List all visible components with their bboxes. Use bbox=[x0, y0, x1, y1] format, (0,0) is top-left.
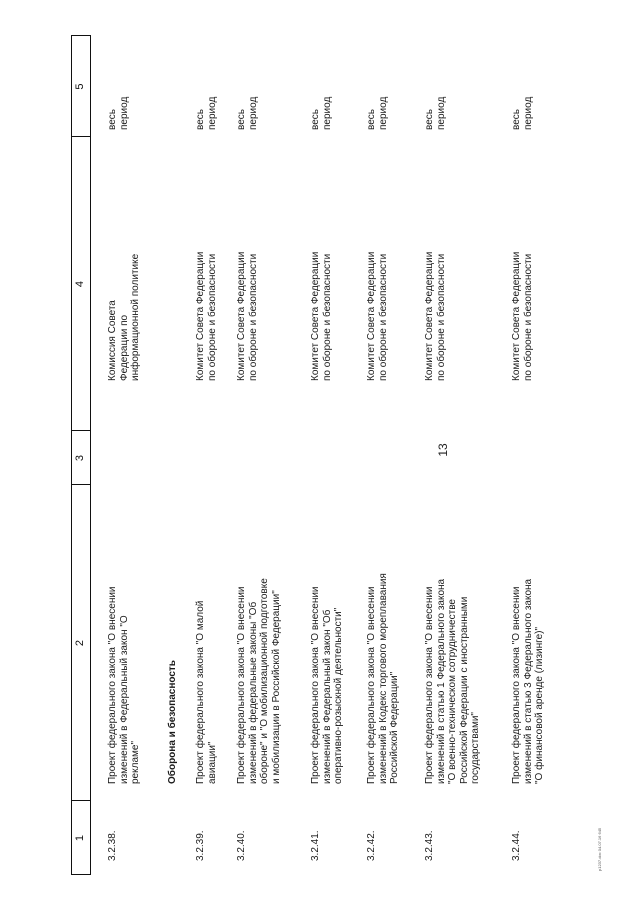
row-description bbox=[107, 514, 142, 784]
row-period bbox=[195, 40, 218, 130]
responsible-line: Комитет Совета Федерации bbox=[236, 251, 247, 381]
row-description bbox=[310, 514, 345, 784]
period-line: весь bbox=[236, 109, 247, 130]
row-number: 3.2.42. bbox=[366, 830, 377, 861]
description-line: изменений в Кодекс торгового мореплавания bbox=[377, 573, 389, 784]
responsible-line: Комиссия Совета bbox=[107, 300, 118, 381]
period-line: период bbox=[206, 96, 218, 130]
row-responsible bbox=[236, 181, 259, 381]
row-period bbox=[366, 40, 389, 130]
responsible-line: по обороне и безопасности bbox=[522, 253, 534, 381]
row-period bbox=[107, 40, 130, 130]
rotated-table-page bbox=[71, 35, 631, 875]
description-line: обороне" и "О мобилизационной подготовке bbox=[259, 578, 270, 784]
row-number: 3.2.40. bbox=[236, 830, 247, 861]
description-line: государствами" bbox=[470, 712, 481, 784]
row-description bbox=[366, 514, 401, 784]
description-line: и мобилизации в Российской Федерации" bbox=[270, 590, 282, 784]
row-number: 3.2.39. bbox=[195, 830, 206, 861]
responsible-line: по обороне и безопасности bbox=[206, 253, 218, 381]
description-line: Проект федерального закона "О внесении bbox=[366, 586, 377, 784]
description-line: Проект федерального закона "О внесении bbox=[236, 586, 247, 784]
description-line: Проект федерального закона "О внесении bbox=[511, 586, 522, 784]
description-line: Проект федерального закона "О внесении bbox=[107, 586, 118, 784]
row-number: 3.2.43. bbox=[424, 830, 435, 861]
description-line: изменений в Федеральный закон "О bbox=[118, 615, 130, 784]
row-responsible bbox=[195, 181, 218, 381]
column-header-5: 5 bbox=[74, 83, 87, 90]
row-description bbox=[424, 514, 482, 784]
description-line: авиации" bbox=[206, 741, 218, 784]
period-line: весь bbox=[195, 109, 206, 130]
column-header-4: 4 bbox=[74, 280, 87, 288]
period-line: весь bbox=[424, 109, 435, 130]
row-period bbox=[424, 40, 447, 130]
period-line: весь bbox=[310, 109, 321, 130]
responsible-line: информационной политике bbox=[130, 253, 141, 381]
period-line: весь bbox=[366, 109, 377, 130]
row-description bbox=[195, 514, 218, 784]
description-line: Проект федерального закона "О внесении bbox=[310, 586, 321, 784]
row-responsible bbox=[511, 181, 534, 381]
description-line: "О финансовой аренде (лизинге)" bbox=[534, 626, 545, 784]
row-description bbox=[511, 514, 546, 784]
column-header-1: 1 bbox=[74, 834, 87, 842]
responsible-line: Федерации по bbox=[118, 314, 130, 381]
row-description bbox=[236, 514, 282, 784]
row-number: 3.2.38. bbox=[107, 830, 118, 861]
responsible-line: Комитет Совета Федерации bbox=[310, 251, 321, 381]
responsible-line: Комитет Совета Федерации bbox=[366, 251, 377, 381]
description-line: "О военно-техническом сотрудничестве bbox=[447, 599, 458, 784]
period-line: период bbox=[522, 96, 534, 130]
responsible-line: Комитет Совета Федерации bbox=[424, 251, 435, 381]
responsible-line: по обороне и безопасности bbox=[321, 253, 333, 381]
responsible-line: Комитет Совета Федерации bbox=[511, 251, 522, 381]
responsible-line: по обороне и безопасности bbox=[435, 253, 447, 381]
description-line: Российской Федерации" bbox=[389, 671, 400, 784]
row-period bbox=[236, 40, 259, 130]
row-responsible bbox=[310, 181, 333, 381]
description-line: рекламе" bbox=[130, 741, 141, 784]
description-line: изменений в федеральные законы "Об bbox=[247, 601, 259, 784]
description-line: Проект федерального закона "О внесении bbox=[424, 586, 435, 784]
period-line: весь bbox=[107, 109, 118, 130]
row-number: 3.2.41. bbox=[310, 830, 321, 861]
responsible-line: Комитет Совета Федерации bbox=[195, 251, 206, 381]
period-line: весь bbox=[511, 109, 522, 130]
period-line: период bbox=[435, 96, 447, 130]
period-line: период bbox=[247, 96, 259, 130]
section-title: Оборона и безопасность bbox=[167, 660, 178, 784]
responsible-line: по обороне и безопасности bbox=[247, 253, 259, 381]
row-responsible bbox=[424, 181, 447, 381]
column-header-3: 3 bbox=[74, 454, 87, 462]
row-period bbox=[511, 40, 534, 130]
period-line: период bbox=[377, 96, 389, 130]
description-line: Проект федерального закона "О малой bbox=[195, 600, 206, 784]
description-line: Российской Федерации с иностранными bbox=[458, 596, 470, 784]
description-line: изменений в статью 3 Федерального закона bbox=[522, 578, 534, 784]
document-footnote: р1237.doc 04.07.16 645 bbox=[597, 827, 602, 871]
period-line: период bbox=[321, 96, 333, 130]
row-number: 3.2.44. bbox=[511, 830, 522, 861]
period-line: период bbox=[118, 96, 130, 130]
column-header-2: 2 bbox=[74, 639, 87, 647]
description-line: оперативно-розыскной деятельности" bbox=[333, 607, 344, 784]
description-line: изменений в статью 1 Федерального закона bbox=[435, 578, 447, 784]
row-responsible bbox=[366, 181, 389, 381]
row-responsible bbox=[107, 181, 142, 381]
page-number: 13 bbox=[436, 443, 450, 457]
description-line: изменений в Федеральный закон "Об bbox=[321, 609, 333, 784]
responsible-line: по обороне и безопасности bbox=[377, 253, 389, 381]
row-period bbox=[310, 40, 333, 130]
